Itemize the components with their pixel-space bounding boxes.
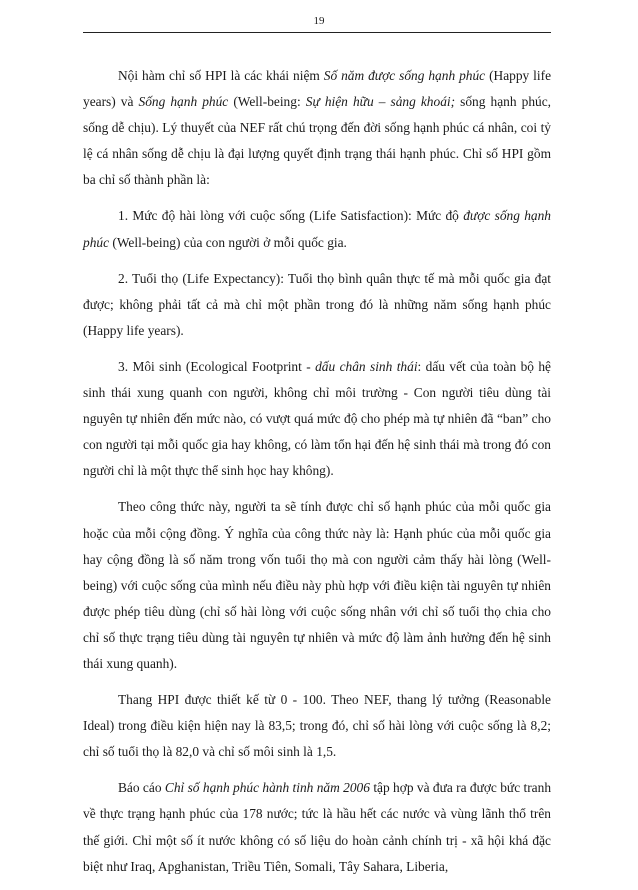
text-run: Báo cáo [118,780,165,796]
list-item-life-satisfaction [83,203,551,255]
text-run: tập hợp và đưa ra được bức tranh về thực trạng hạnh phúc của 178 nước; tức là hầu hết các nước và vùng lãnh thổ trên thế giới. Chỉ một số ít nước không có số liệu do hoàn cảnh chính trị - xã hội khá đặc biệt như Iraq, Apghanistan, Triều Tiên, Somali, Tây Sahara, Liberia, [83,780,552,874]
italic-text: được sống hạnh phúc [83,208,551,250]
paragraph-formula-meaning [83,494,551,677]
text-run: sống hạnh phúc, sống dễ chịu). Lý thuyết của NEF rất chú trọng đến đời sống hạnh phúc cá nhân, coi tỷ lệ cá nhân sống dễ chịu là đại lượng quyết định trạng thái hạnh phúc. Chỉ số HPI gồm ba chỉ số thành phần là: [83,94,552,188]
list-item-ecological-footprint [83,354,551,484]
paragraph-hpi-concepts [83,63,551,193]
italic-text: Chỉ số hạnh phúc hành tinh năm 2006 [164,780,370,796]
text-run: 3. Môi sinh (Ecological Footprint - [118,358,316,374]
text-run: (Happy life years) và [83,68,552,110]
text-run: Thang HPI được thiết kế từ 0 - 100. Theo NEF, thang lý tưởng (Reasonable Ideal) trong điều kiện hiện nay là 83,5; trong đó, chỉ số hài lòng với cuộc sống là 8,2; chỉ số tuổi thọ là 82,0 và chỉ số môi sinh là 1,5. [83,692,551,760]
text-run: (Well-being) của con người ở mỗi quốc gia. [109,234,347,250]
text-run: (Well-being: [228,94,306,110]
text-run: : dấu vết của toàn bộ hệ sinh thái xung quanh con người, không chỉ môi trường - Con người tiêu dùng tài nguyên tự nhiên đến mức nào, có vượt quá mức độ cho phép mà tự nhiên đã “ban” cho con người tại mỗi quốc gia hay không, có làm tổn hại đến hệ sinh thái mà trong đó con người chỉ là một thực thể sinh học hay không). [83,358,551,479]
list-item-life-expectancy [83,266,551,344]
italic-text: Số năm được sống hạnh phúc [323,68,486,83]
text-run: Nội hàm chỉ số HPI là các khái niệm [118,68,324,83]
paragraph-hpi-scale [83,687,551,765]
text-run: 1. Mức độ hài lòng với cuộc sống (Life Satisfaction): Mức độ [118,208,464,224]
page-body [83,63,551,890]
text-run: Theo công thức này, người ta sẽ tính được chỉ số hạnh phúc của mỗi quốc gia hoặc của mỗi cộng đồng. Ý nghĩa của công thức này là: Hạnh phúc của mỗi quốc gia hay cộng đồng là số năm trong vốn tuổi thọ mà con người cảm thấy hài lòng (Well-being) với cuộc sống của mình nếu điều này phù hợp với điều kiện tài nguyên tự nhiên được phép tiêu dùng (chỉ số hài lòng với cuộc sống nhân với chỉ số tuổi thọ chia cho chỉ số thực trạng tiêu dùng tài nguyên tự nhiên và mức độ làm ảnh hưởng đến hệ sinh thái xung quanh). [83,499,551,671]
italic-text: Sự hiện hữu – sảng khoái; [305,94,456,110]
italic-text: Sống hạnh phúc [138,94,229,110]
text-run: 2. Tuổi thọ (Life Expectancy): Tuổi thọ bình quân thực tế mà mỗi quốc gia đạt được; không phải tất cả mà chỉ một phần trong đó là những năm sống hạnh phúc (Happy life years). [83,270,551,338]
italic-text: dấu chân sinh thái [315,358,418,374]
paragraph-report-2006 [83,775,551,879]
header-rule [83,32,551,33]
page-number: 19 [313,15,325,27]
